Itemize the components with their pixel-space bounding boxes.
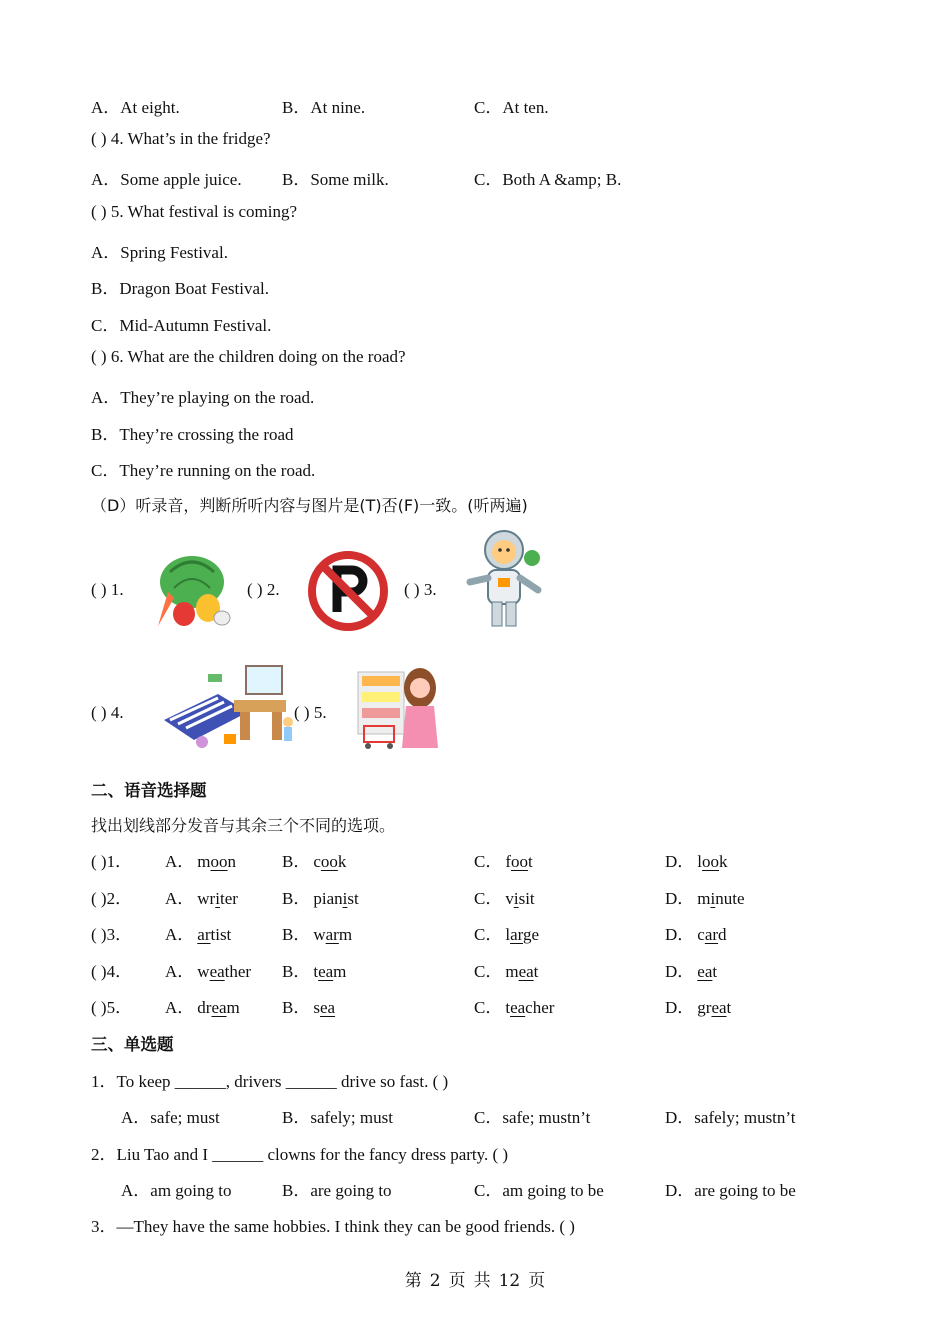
option-text: m [697, 889, 711, 908]
q5-stem: ( ) 5. What festival is coming? [91, 202, 297, 221]
underlined-letters: ea [318, 962, 334, 981]
footer-di: 第 [404, 1271, 422, 1291]
option-text: ge [522, 925, 540, 944]
picture-item-4: ( ) 4. [91, 703, 124, 722]
option-text: k [719, 852, 728, 871]
option-text: v [505, 889, 514, 908]
mc-q1-option-b: B．safely; must [282, 1108, 393, 1127]
mc-q2-option-a: A．am going to [121, 1181, 232, 1200]
phonics-question-number: ( )3． [91, 925, 133, 944]
underlined-letters: oo [210, 852, 228, 871]
option-text: D． [665, 925, 695, 944]
vegetables-picture [150, 552, 234, 637]
option-text: B． [282, 962, 311, 981]
option-text: c [313, 852, 321, 871]
part-d-instruction: （D）听录音，判断所听内容与图片是(T)否(F)一致。(听两遍) [91, 496, 528, 515]
underlined-letters: ar [704, 925, 719, 944]
option-text: D． [665, 998, 695, 1017]
q3-option-a: A．At eight. [91, 98, 180, 117]
phonics-option [474, 957, 538, 982]
phonics-option [282, 957, 346, 982]
phonics-option [165, 957, 251, 982]
option-text: tist [210, 925, 232, 944]
q4-stem: ( ) 4. What’s in the fridge? [91, 129, 271, 148]
option-text: B． [282, 852, 311, 871]
phonics-option [665, 847, 728, 872]
bedroom-picture [160, 660, 298, 757]
picture-item-5: ( ) 5. [294, 703, 327, 722]
mc-q1-option-d: D．safely; mustn’t [665, 1108, 796, 1127]
phonics-option [474, 847, 533, 872]
phonics-option [665, 884, 745, 909]
phonics-option [282, 884, 359, 909]
q4-option-c: C．Both A &amp; B. [474, 170, 622, 189]
underlined-letters: ar [197, 925, 211, 944]
mc-q2-stem: 2．Liu Tao and I ______ clowns for the fancy dress party. ( ) [91, 1145, 509, 1164]
no-parking-picture [307, 550, 389, 637]
phonics-option [282, 847, 346, 872]
footer-ye: 页 [448, 1271, 466, 1291]
mc-q2-option-b: B．are going to [282, 1181, 392, 1200]
q4-option-a: A．Some apple juice. [91, 170, 242, 189]
option-text: t [726, 998, 732, 1017]
option-text: t [313, 962, 319, 981]
phonics-option [474, 920, 539, 945]
q5-option-a: A．Spring Festival. [91, 243, 228, 262]
option-text: nute [715, 889, 745, 908]
option-text: A． [165, 852, 195, 871]
q6-option-c: C．They’re running on the road. [91, 461, 316, 480]
option-text: sit [518, 889, 535, 908]
underlined-letters: ea [697, 962, 713, 981]
option-text: D． [665, 889, 695, 908]
option-text: m [338, 925, 353, 944]
option-text: C． [474, 925, 503, 944]
phonics-option [665, 920, 727, 945]
option-text: dr [197, 998, 212, 1017]
footer-total-pages: 12 [498, 1271, 521, 1291]
underlined-letters: oo [320, 852, 338, 871]
mc-q3-stem: 3．—They have the same hobbies. I think they can be good friends. ( ) [91, 1217, 575, 1236]
option-text: D． [665, 962, 695, 981]
option-text: A． [165, 889, 195, 908]
astronaut-picture [464, 528, 544, 637]
phonics-question-number: ( )4． [91, 962, 133, 981]
option-text: t [505, 998, 511, 1017]
option-text: st [347, 889, 359, 908]
option-text: m [226, 998, 240, 1017]
option-text: C． [474, 852, 503, 871]
footer-gong: 共 [473, 1271, 491, 1291]
q6-stem: ( ) 6. What are the children doing on the road? [91, 347, 406, 366]
phonics-option [165, 884, 238, 909]
mc-q1-option-c: C．safe; mustn’t [474, 1108, 591, 1127]
option-text: ter [219, 889, 238, 908]
option-text: D． [665, 852, 695, 871]
option-text: pian [313, 889, 343, 908]
underlined-letters: ar [325, 925, 339, 944]
underlined-letters: ea [711, 998, 727, 1017]
q6-option-a: A．They’re playing on the road. [91, 388, 315, 407]
section-2-instruction: 找出划线部分发音与其余三个不同的选项。 [91, 816, 396, 835]
option-text: c [697, 925, 705, 944]
q4-option-b: B．Some milk. [282, 170, 389, 189]
option-text: d [718, 925, 727, 944]
q6-option-b: B．They’re crossing the road [91, 425, 294, 444]
footer-ye2: 页 [528, 1271, 546, 1291]
option-text: A． [165, 998, 195, 1017]
option-text: m [197, 852, 211, 871]
phonics-question-number: ( )2． [91, 889, 133, 908]
option-text: t [712, 962, 718, 981]
phonics-option [165, 993, 240, 1018]
phonics-option [474, 993, 554, 1018]
picture-item-1: ( ) 1. [91, 580, 124, 599]
option-text: B． [282, 925, 311, 944]
q5-option-c: C．Mid-Autumn Festival. [91, 316, 272, 335]
option-text: s [313, 998, 320, 1017]
underlined-letters: ea [209, 962, 225, 981]
option-text: A． [165, 925, 195, 944]
underlined-letters: i [513, 889, 519, 908]
phonics-option [282, 920, 352, 945]
option-text: C． [474, 998, 503, 1017]
underlined-letters: ea [211, 998, 227, 1017]
phonics-question-number: ( )5． [91, 998, 133, 1017]
option-text: B． [282, 998, 311, 1017]
option-text: C． [474, 962, 503, 981]
section-3-title: 三、单选题 [91, 1035, 174, 1054]
underlined-letters: i [215, 889, 220, 908]
option-text: l [505, 925, 511, 944]
underlined-letters: ea [518, 962, 534, 981]
option-text: k [337, 852, 347, 871]
option-text: A． [165, 962, 195, 981]
underlined-letters: ar [510, 925, 523, 944]
q3-option-c: C．At ten. [474, 98, 549, 117]
mc-q1-stem: 1．To keep ______, drivers ______ drive so fast. ( ) [91, 1072, 449, 1091]
option-text: t [533, 962, 539, 981]
picture-item-2: ( ) 2. [247, 580, 280, 599]
q5-option-b: B．Dragon Boat Festival. [91, 279, 270, 298]
footer-page-number: 2 [429, 1271, 441, 1291]
supermarket-girl-picture [356, 664, 440, 757]
mc-q2-option-c: C．am going to be [474, 1181, 604, 1200]
option-text: w [197, 962, 210, 981]
option-text: t [528, 852, 533, 871]
phonics-question-number: ( )1． [91, 852, 133, 871]
underlined-letters: oo [702, 852, 720, 871]
underlined-letters: ea [319, 998, 336, 1017]
option-text: wr [197, 889, 216, 908]
option-text: cher [525, 998, 555, 1017]
option-text: m [333, 962, 347, 981]
phonics-option [665, 993, 731, 1018]
option-text: B． [282, 889, 311, 908]
option-text: f [505, 852, 512, 871]
mc-q1-option-a: A．safe; must [121, 1108, 220, 1127]
underlined-letters: oo [511, 852, 529, 871]
mc-q2-option-d: D．are going to be [665, 1181, 796, 1200]
section-2-title: 二、语音选择题 [91, 781, 207, 800]
option-text: ther [224, 962, 252, 981]
phonics-option [165, 847, 236, 872]
option-text: C． [474, 889, 503, 908]
option-text: w [313, 925, 326, 944]
underlined-letters: i [710, 889, 716, 908]
q3-option-b: B．At nine. [282, 98, 366, 117]
phonics-option [282, 993, 335, 1018]
picture-item-3: ( ) 3. [404, 580, 437, 599]
underlined-letters: i [342, 889, 348, 908]
option-text: n [227, 852, 237, 871]
page-footer [0, 1266, 950, 1291]
option-text: l [697, 852, 703, 871]
phonics-option [474, 884, 535, 909]
underlined-letters: ea [510, 998, 526, 1017]
phonics-option [665, 957, 717, 982]
phonics-option [165, 920, 231, 945]
option-text: m [505, 962, 519, 981]
option-text: gr [697, 998, 712, 1017]
